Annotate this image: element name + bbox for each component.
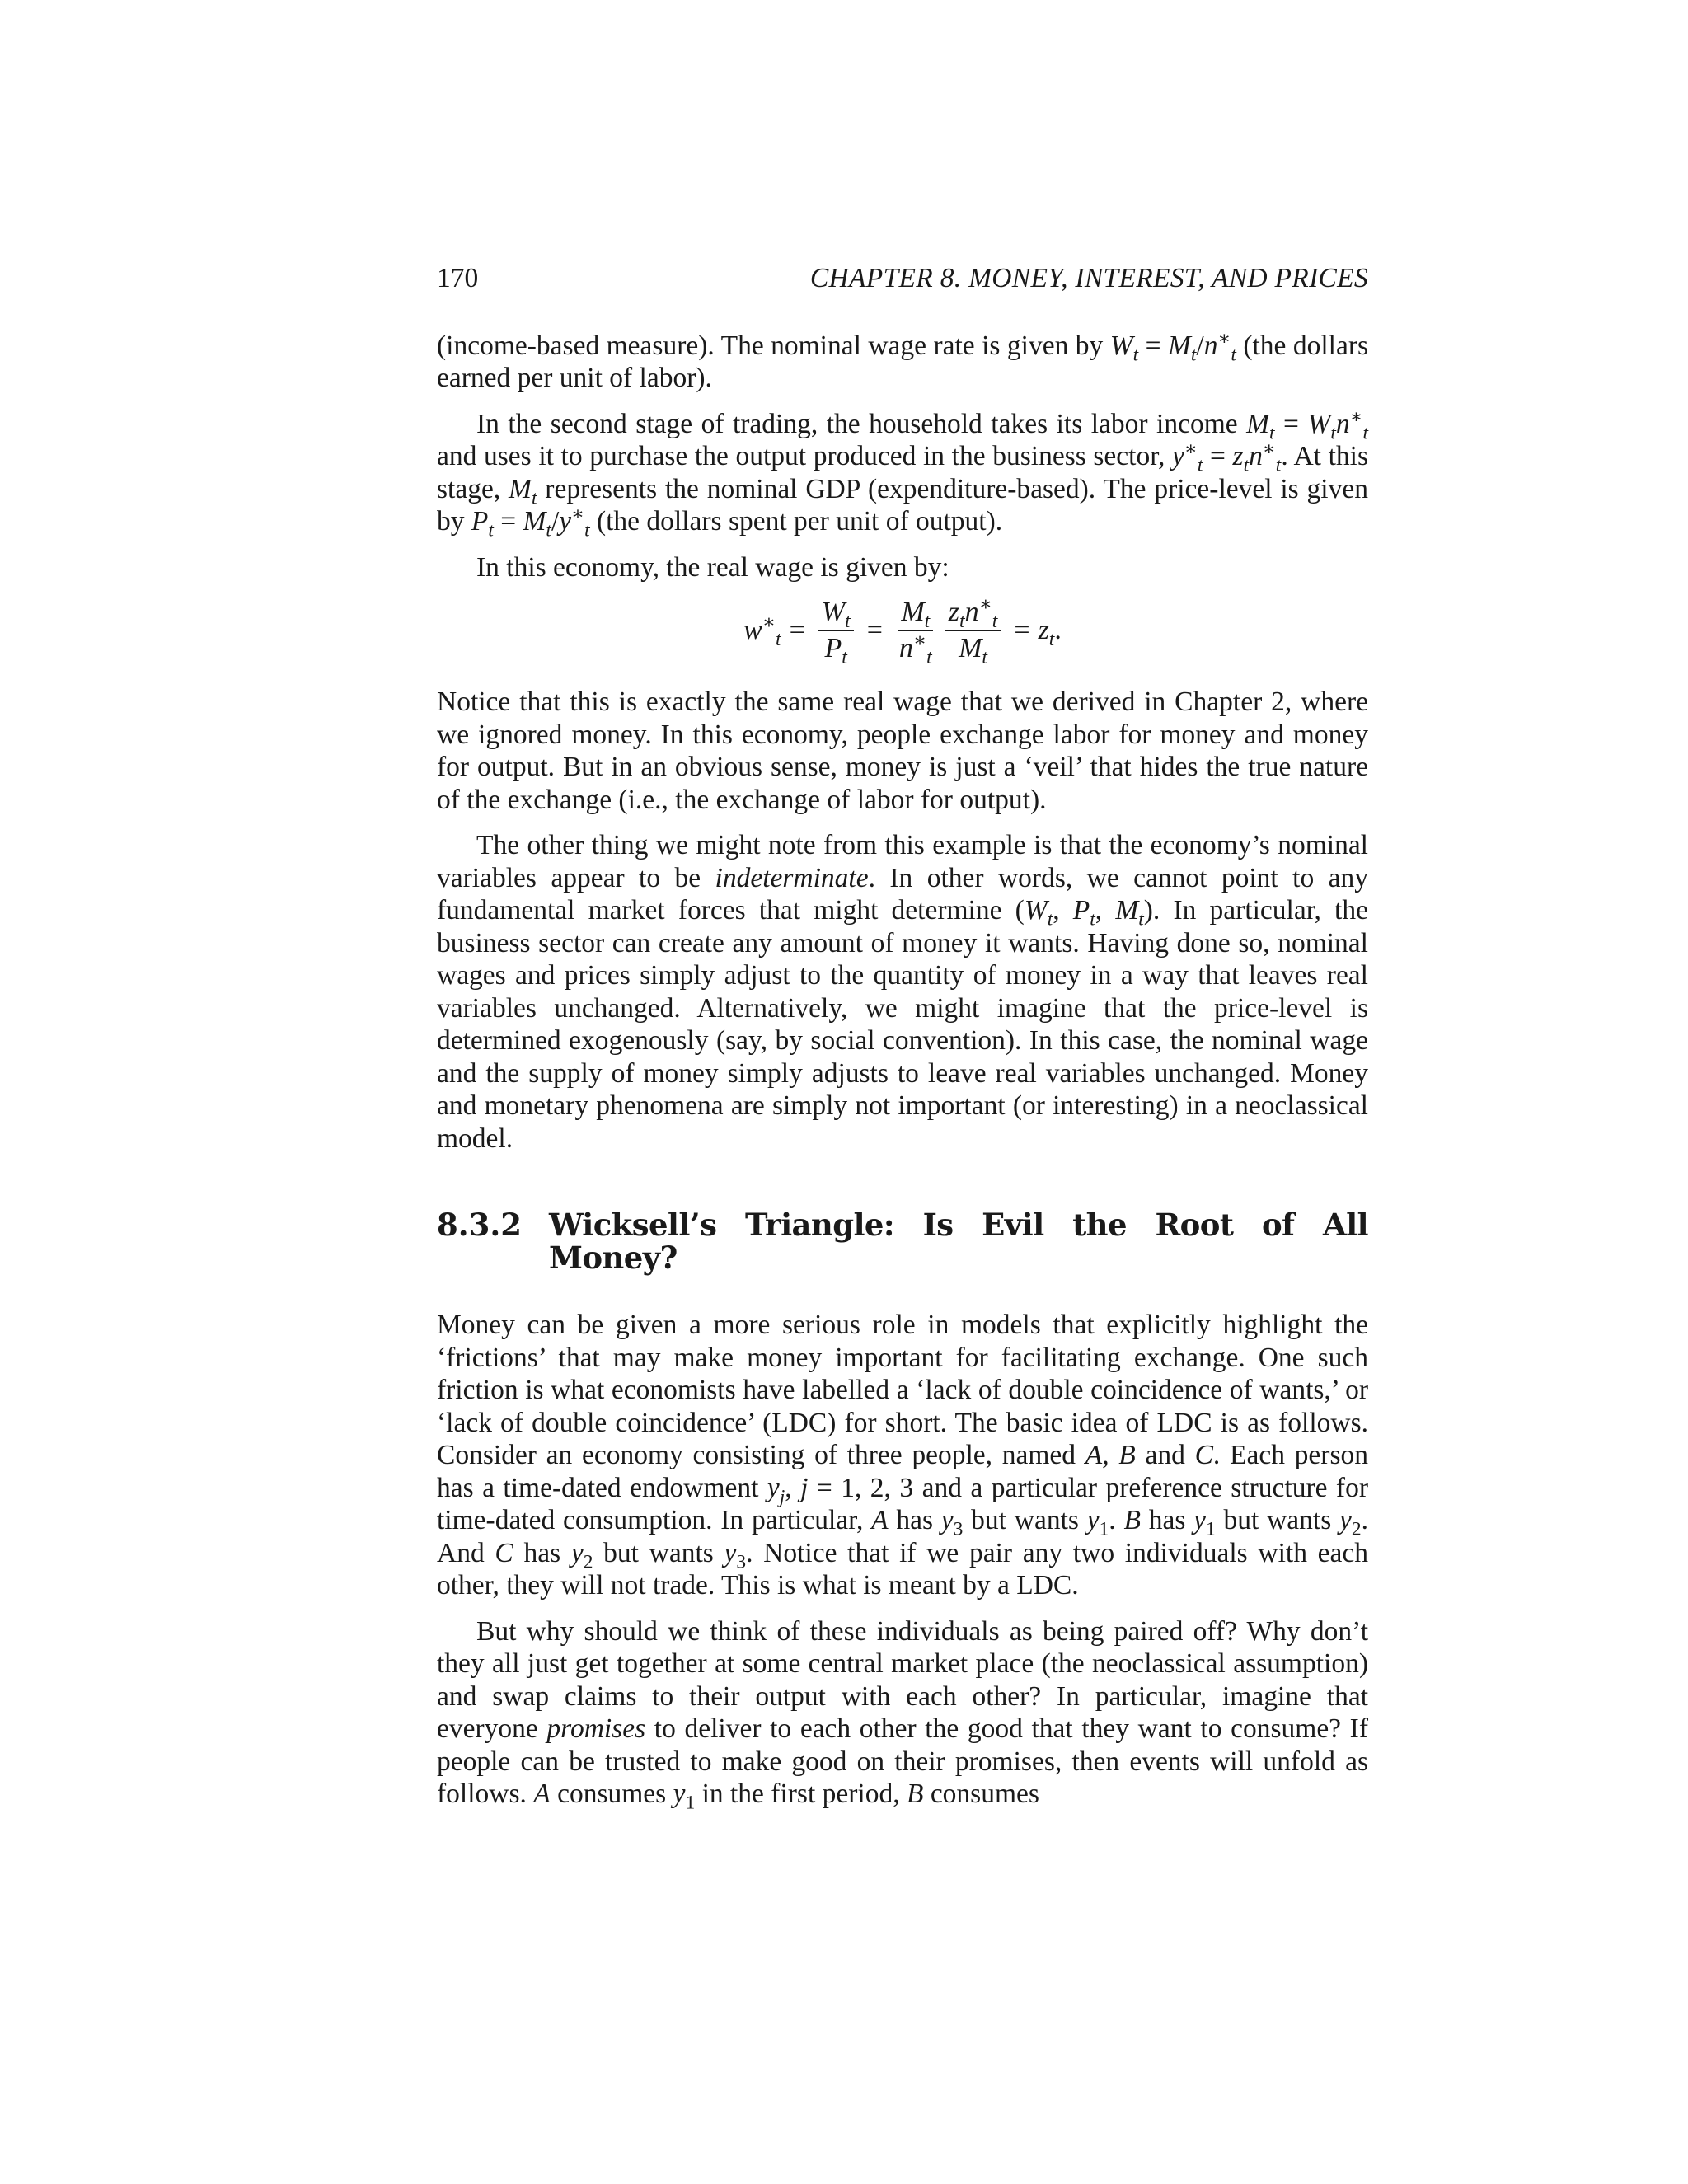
paragraph-7: But why should we think of these individuals as being paired off? Why don’t they all just get together at some central market place (the neoclassical assumption) and swap claims to their output with each other? In particular, imagine that everyone promises to deliver to each other the good that they want to consume? If people can be trusted to make good on their promises, then events will unfold as follows. A consumes $y_1$ in the first period, B consumes bbox=[437, 1615, 1368, 1814]
paragraph-3: In this economy, the real wage is given by: bbox=[476, 551, 950, 583]
paragraph-1: (income-based measure). The nominal wage rate is given by $W_t = M_t/n^∗_t$ (the dollars earned per unit of labor). bbox=[437, 327, 1369, 393]
page bbox=[437, 247, 1369, 1814]
math-inline: $y^∗_t = z_tn^∗_t$ bbox=[1172, 438, 1282, 476]
math-inline: $P_t = M_t/y^∗_t$ bbox=[471, 503, 590, 541]
math-inline: $M_t$ bbox=[509, 473, 537, 509]
math-inline: $M_t = W_tn^∗_t$ bbox=[1246, 405, 1369, 444]
paragraph-2: In the second stage of trading, the household takes its labor income $M_t = W_tn^∗_t$ and uses it to purchase the output produced in the business sector, $y^∗_t = z_tn^∗_t$. At this stage, $M_t$ represents the nominal GDP (expenditure-based). The price-level is given by $P_t = M_t/y^∗_t$ (the dollars spent per unit of output). bbox=[437, 405, 1369, 541]
math-inline: $y_j$, j = 1, 2, 3 bbox=[767, 1472, 914, 1508]
real-wage-equation: $w^∗_t$ = $\frac{W_t}{P_t}$ = $\frac{M_t}{n^∗_t}$ $\frac{z_tn^∗_t}{M_t}$ = $z_t$ . bbox=[743, 593, 1062, 668]
emphasis: promises bbox=[546, 1713, 646, 1744]
paragraph-6: Money can be given a more serious role in models that explicitly highlight the ‘frictions’ that may make money important for facilitating exchange. One such friction is what economists have labelled a ‘lack of double coincidence of wants,’ or ‘lack of double coincidence’ (LDC) for short. The basic idea of LDC is as follows. Consider an economy consisting of three people, named A, B and C. Each person has a time-dated endowment $y_j$, j = 1, 2, 3 and a particular preference structure for time-dated consumption. In particular, A has $y_3$ but wants $y_1$. B has $y_1$ but wants $y_2$. And C has $y_2$ but wants $y_3$. Notice that if we pair any two individuals with each other, they will not trade. This is what is meant by a LDC. bbox=[437, 1310, 1369, 1601]
page-number: 170 bbox=[437, 263, 479, 293]
running-title: CHAPTER 8. MONEY, INTEREST, AND PRICES bbox=[809, 263, 1368, 293]
running-header bbox=[437, 262, 1368, 295]
section-heading bbox=[437, 1209, 1368, 1274]
math-inline: $W_t = M_t/n^∗_t$ bbox=[1109, 327, 1236, 366]
paragraph-5: The other thing we might note from this example is that the economy’s nominal variables appear to be indeterminate. In other words, we cannot point to any fundamental market forces that might determine ($W_t$, $P_t$, $M_t$). In particular, the business sector can create any amount of money it wants. Having done so, nominal wages and prices simply adjust to the quantity of money in a way that leaves real variables unchanged. Alternatively, we might imagine that the price-level is determined exogenously (say, by social convention). In this case, the nominal wage and the supply of money simply adjusts to leave real variables unchanged. Money and monetary phenomena are simply not important (or interesting) in a neoclassical model. bbox=[437, 830, 1368, 1154]
math-inline: ($W_t$, $P_t$, $M_t$) bbox=[1015, 895, 1153, 930]
section-number: 8.3.2 bbox=[437, 1207, 522, 1243]
emphasis: indeterminate bbox=[715, 862, 869, 893]
section-title: Wicksell’s Triangle: Is Evil the Root of All Money? bbox=[549, 1207, 1368, 1276]
paragraph-4: Notice that this is exactly the same real wage that we derived in Chapter 2, where we ignored money. In this economy, people exchange labor for money and money for output. But in an obvious sense, money is just a ‘veil’ that hides the true nature of the exchange (i.e., the exchange of labor for output). bbox=[437, 687, 1368, 815]
